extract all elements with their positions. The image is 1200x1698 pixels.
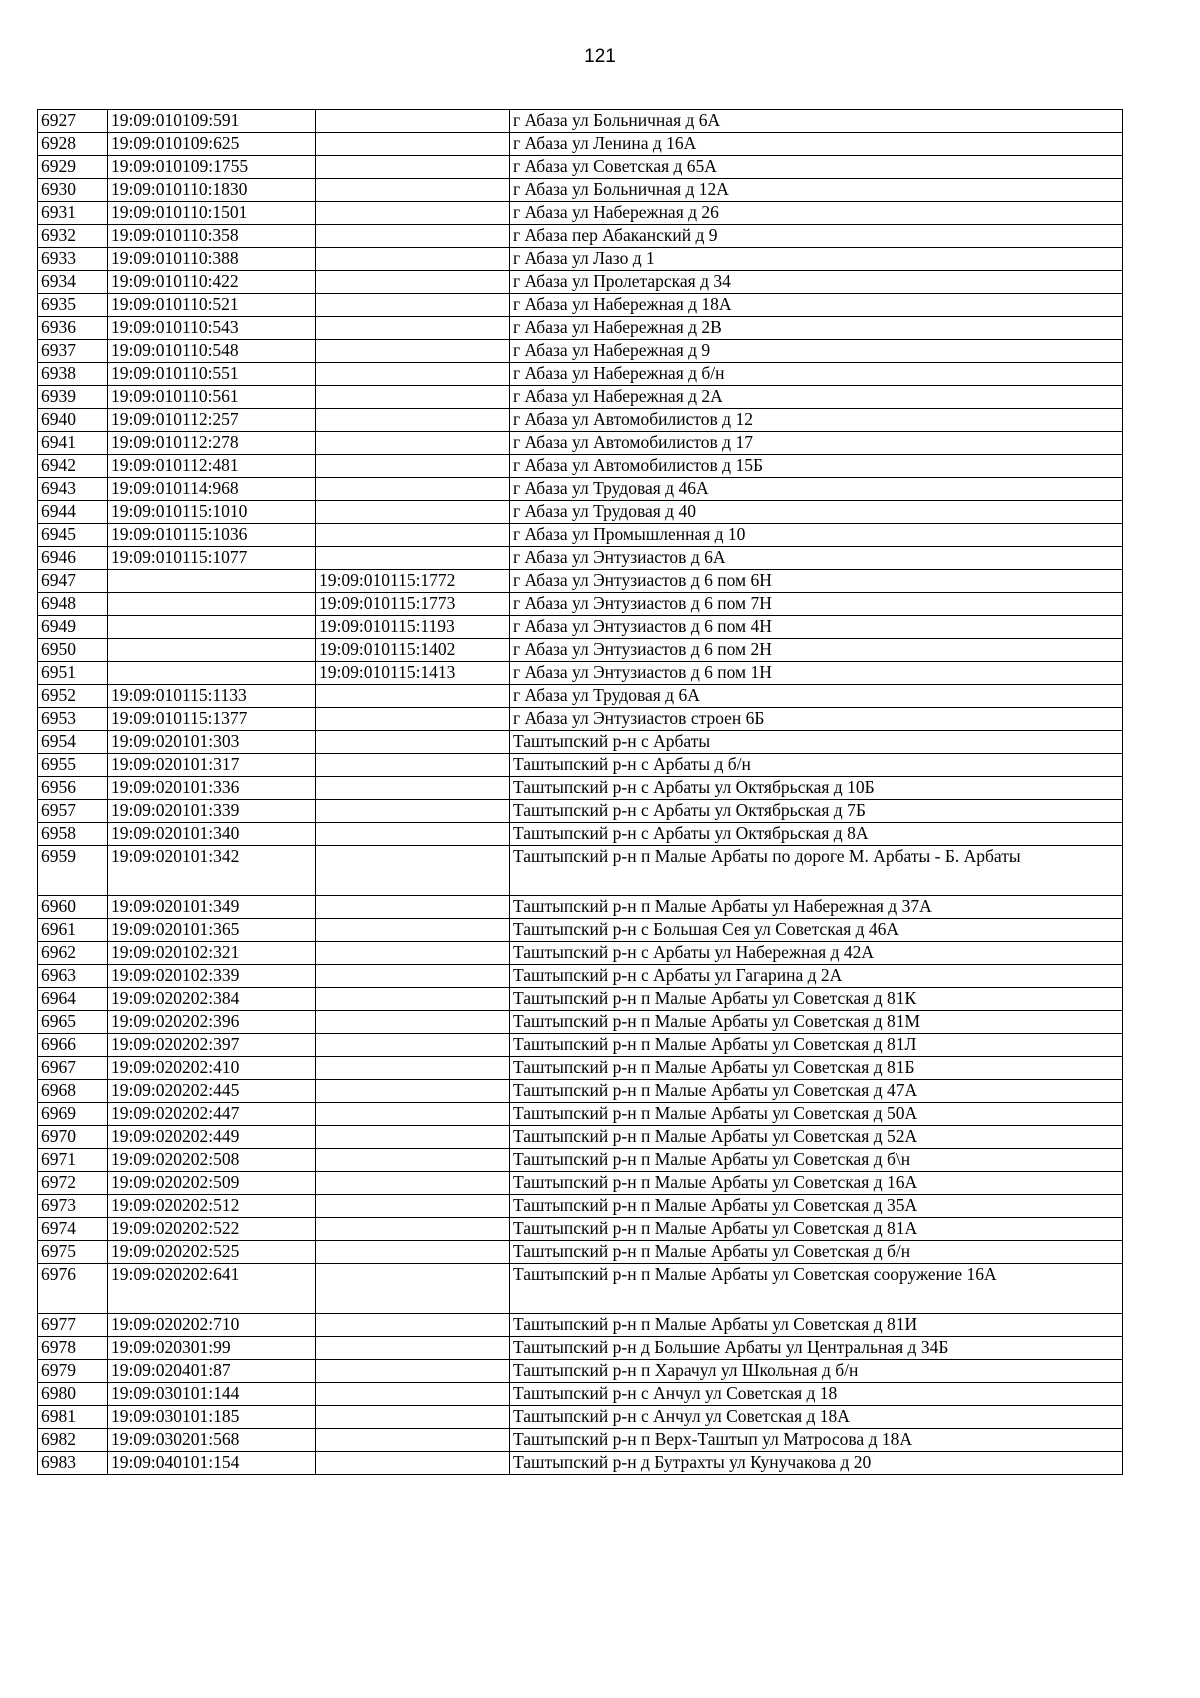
cadastral-number-cell: 19:09:020101:317 bbox=[108, 754, 316, 777]
cadastral-number-cell: 19:09:010115:1036 bbox=[108, 524, 316, 547]
address-cell: Таштыпский р-н п Малые Арбаты ул Советская д 35А bbox=[510, 1195, 1123, 1218]
premises-cadastral-number-cell bbox=[316, 846, 510, 896]
cadastral-number-cell: 19:09:020202:525 bbox=[108, 1241, 316, 1264]
premises-cadastral-number-cell bbox=[316, 179, 510, 202]
table-row bbox=[38, 731, 1123, 754]
table-row bbox=[38, 1383, 1123, 1406]
table-row bbox=[38, 340, 1123, 363]
row-number-cell: 6941 bbox=[38, 432, 108, 455]
premises-cadastral-number-cell bbox=[316, 524, 510, 547]
cadastral-number-cell: 19:09:010110:388 bbox=[108, 248, 316, 271]
row-number-cell: 6967 bbox=[38, 1057, 108, 1080]
premises-cadastral-number-cell: 19:09:010115:1773 bbox=[316, 593, 510, 616]
row-number-cell: 6956 bbox=[38, 777, 108, 800]
address-cell: г Абаза ул Энтузиастов строен 6Б bbox=[510, 708, 1123, 731]
table-row bbox=[38, 133, 1123, 156]
table-row bbox=[38, 1218, 1123, 1241]
premises-cadastral-number-cell bbox=[316, 478, 510, 501]
row-number-cell: 6938 bbox=[38, 363, 108, 386]
cadastral-number-cell: 19:09:010109:625 bbox=[108, 133, 316, 156]
cadastral-number-cell: 19:09:020202:384 bbox=[108, 988, 316, 1011]
cadastral-number-cell bbox=[108, 639, 316, 662]
premises-cadastral-number-cell bbox=[316, 1034, 510, 1057]
address-cell: г Абаза ул Промышленная д 10 bbox=[510, 524, 1123, 547]
row-number-cell: 6976 bbox=[38, 1264, 108, 1314]
table-row bbox=[38, 1172, 1123, 1195]
premises-cadastral-number-cell bbox=[316, 1406, 510, 1429]
address-cell: Таштыпский р-н с Арбаты ул Октябрьская д 7Б bbox=[510, 800, 1123, 823]
premises-cadastral-number-cell bbox=[316, 1195, 510, 1218]
table-row bbox=[38, 110, 1123, 133]
cadastral-number-cell: 19:09:010115:1077 bbox=[108, 547, 316, 570]
address-cell: Таштыпский р-н с Большая Сея ул Советская д 46А bbox=[510, 919, 1123, 942]
premises-cadastral-number-cell bbox=[316, 317, 510, 340]
row-number-cell: 6971 bbox=[38, 1149, 108, 1172]
address-cell: Таштыпский р-н п Малые Арбаты ул Советская д 81И bbox=[510, 1314, 1123, 1337]
address-cell: г Абаза ул Автомобилистов д 17 bbox=[510, 432, 1123, 455]
cadastral-number-cell: 19:09:010115:1010 bbox=[108, 501, 316, 524]
table-row bbox=[38, 1264, 1123, 1314]
row-number-cell: 6970 bbox=[38, 1126, 108, 1149]
table-row bbox=[38, 1195, 1123, 1218]
row-number-cell: 6953 bbox=[38, 708, 108, 731]
premises-cadastral-number-cell bbox=[316, 363, 510, 386]
cadastral-number-cell: 19:09:030101:144 bbox=[108, 1383, 316, 1406]
page-number: 121 bbox=[584, 46, 616, 67]
premises-cadastral-number-cell bbox=[316, 501, 510, 524]
address-cell: Таштыпский р-н с Анчул ул Советская д 18А bbox=[510, 1406, 1123, 1429]
row-number-cell: 6980 bbox=[38, 1383, 108, 1406]
address-cell: Таштыпский р-н п Малые Арбаты ул Советская д 16А bbox=[510, 1172, 1123, 1195]
table-row bbox=[38, 1360, 1123, 1383]
row-number-cell: 6947 bbox=[38, 570, 108, 593]
table-row bbox=[38, 248, 1123, 271]
premises-cadastral-number-cell: 19:09:010115:1772 bbox=[316, 570, 510, 593]
address-cell: г Абаза ул Пролетарская д 34 bbox=[510, 271, 1123, 294]
cadastral-number-cell bbox=[108, 616, 316, 639]
table-row bbox=[38, 1452, 1123, 1475]
cadastral-number-cell: 19:09:020101:342 bbox=[108, 846, 316, 896]
row-number-cell: 6943 bbox=[38, 478, 108, 501]
premises-cadastral-number-cell bbox=[316, 942, 510, 965]
row-number-cell: 6978 bbox=[38, 1337, 108, 1360]
row-number-cell: 6954 bbox=[38, 731, 108, 754]
row-number-cell: 6928 bbox=[38, 133, 108, 156]
row-number-cell: 6927 bbox=[38, 110, 108, 133]
address-cell: г Абаза ул Набережная д 26 bbox=[510, 202, 1123, 225]
premises-cadastral-number-cell bbox=[316, 547, 510, 570]
address-cell: г Абаза ул Энтузиастов д 6 пом 6Н bbox=[510, 570, 1123, 593]
cadastral-number-cell: 19:09:030201:568 bbox=[108, 1429, 316, 1452]
registry-table bbox=[37, 109, 1123, 1475]
address-cell: Таштыпский р-н п Малые Арбаты по дороге М. Арбаты - Б. Арбаты bbox=[510, 846, 1123, 896]
cadastral-number-cell: 19:09:020101:336 bbox=[108, 777, 316, 800]
cadastral-number-cell: 19:09:020101:349 bbox=[108, 896, 316, 919]
table-row bbox=[38, 1314, 1123, 1337]
premises-cadastral-number-cell: 19:09:010115:1402 bbox=[316, 639, 510, 662]
row-number-cell: 6950 bbox=[38, 639, 108, 662]
table-row bbox=[38, 988, 1123, 1011]
address-cell: Таштыпский р-н с Арбаты ул Набережная д 42А bbox=[510, 942, 1123, 965]
row-number-cell: 6977 bbox=[38, 1314, 108, 1337]
row-number-cell: 6979 bbox=[38, 1360, 108, 1383]
row-number-cell: 6940 bbox=[38, 409, 108, 432]
premises-cadastral-number-cell bbox=[316, 1126, 510, 1149]
cadastral-number-cell: 19:09:020202:508 bbox=[108, 1149, 316, 1172]
premises-cadastral-number-cell bbox=[316, 294, 510, 317]
cadastral-number-cell: 19:09:010112:278 bbox=[108, 432, 316, 455]
cadastral-number-cell: 19:09:010110:521 bbox=[108, 294, 316, 317]
address-cell: Таштыпский р-н с Арбаты bbox=[510, 731, 1123, 754]
table-row bbox=[38, 846, 1123, 896]
table-row bbox=[38, 570, 1123, 593]
table-row bbox=[38, 708, 1123, 731]
premises-cadastral-number-cell bbox=[316, 409, 510, 432]
table-row bbox=[38, 1011, 1123, 1034]
premises-cadastral-number-cell bbox=[316, 455, 510, 478]
cadastral-number-cell bbox=[108, 662, 316, 685]
row-number-cell: 6963 bbox=[38, 965, 108, 988]
premises-cadastral-number-cell bbox=[316, 777, 510, 800]
premises-cadastral-number-cell bbox=[316, 1337, 510, 1360]
cadastral-number-cell: 19:09:010110:548 bbox=[108, 340, 316, 363]
row-number-cell: 6966 bbox=[38, 1034, 108, 1057]
row-number-cell: 6942 bbox=[38, 455, 108, 478]
row-number-cell: 6955 bbox=[38, 754, 108, 777]
address-cell: Таштыпский р-н с Анчул ул Советская д 18 bbox=[510, 1383, 1123, 1406]
address-cell: Таштыпский р-н п Малые Арбаты ул Советская д 81М bbox=[510, 1011, 1123, 1034]
row-number-cell: 6930 bbox=[38, 179, 108, 202]
row-number-cell: 6972 bbox=[38, 1172, 108, 1195]
premises-cadastral-number-cell bbox=[316, 800, 510, 823]
table-row bbox=[38, 593, 1123, 616]
table-row bbox=[38, 754, 1123, 777]
premises-cadastral-number-cell bbox=[316, 1057, 510, 1080]
address-cell: г Абаза пер Абаканский д 9 bbox=[510, 225, 1123, 248]
table-row bbox=[38, 919, 1123, 942]
premises-cadastral-number-cell bbox=[316, 225, 510, 248]
address-cell: Таштыпский р-н д Большие Арбаты ул Центральная д 34Б bbox=[510, 1337, 1123, 1360]
cadastral-number-cell: 19:09:020202:397 bbox=[108, 1034, 316, 1057]
table-row bbox=[38, 1406, 1123, 1429]
premises-cadastral-number-cell bbox=[316, 1218, 510, 1241]
premises-cadastral-number-cell bbox=[316, 1429, 510, 1452]
premises-cadastral-number-cell bbox=[316, 248, 510, 271]
row-number-cell: 6968 bbox=[38, 1080, 108, 1103]
premises-cadastral-number-cell bbox=[316, 202, 510, 225]
table-row bbox=[38, 271, 1123, 294]
premises-cadastral-number-cell: 19:09:010115:1193 bbox=[316, 616, 510, 639]
address-cell: г Абаза ул Больничная д 6А bbox=[510, 110, 1123, 133]
row-number-cell: 6973 bbox=[38, 1195, 108, 1218]
premises-cadastral-number-cell bbox=[316, 685, 510, 708]
address-cell: Таштыпский р-н п Верх-Таштып ул Матросова д 18А bbox=[510, 1429, 1123, 1452]
cadastral-number-cell: 19:09:020202:512 bbox=[108, 1195, 316, 1218]
address-cell: Таштыпский р-н п Малые Арбаты ул Набережная д 37А bbox=[510, 896, 1123, 919]
premises-cadastral-number-cell bbox=[316, 1103, 510, 1126]
premises-cadastral-number-cell bbox=[316, 1172, 510, 1195]
cadastral-number-cell: 19:09:030101:185 bbox=[108, 1406, 316, 1429]
address-cell: г Абаза ул Ленина д 16А bbox=[510, 133, 1123, 156]
premises-cadastral-number-cell bbox=[316, 965, 510, 988]
premises-cadastral-number-cell bbox=[316, 1264, 510, 1314]
address-cell: г Абаза ул Набережная д 2А bbox=[510, 386, 1123, 409]
cadastral-number-cell: 19:09:020101:303 bbox=[108, 731, 316, 754]
table-row bbox=[38, 409, 1123, 432]
cadastral-number-cell: 19:09:010110:543 bbox=[108, 317, 316, 340]
row-number-cell: 6948 bbox=[38, 593, 108, 616]
cadastral-number-cell: 19:09:010115:1377 bbox=[108, 708, 316, 731]
row-number-cell: 6944 bbox=[38, 501, 108, 524]
address-cell: г Абаза ул Набережная д 9 bbox=[510, 340, 1123, 363]
premises-cadastral-number-cell bbox=[316, 1080, 510, 1103]
row-number-cell: 6969 bbox=[38, 1103, 108, 1126]
cadastral-number-cell: 19:09:010110:358 bbox=[108, 225, 316, 248]
address-cell: Таштыпский р-н с Арбаты ул Гагарина д 2А bbox=[510, 965, 1123, 988]
address-cell: г Абаза ул Набережная д 18А bbox=[510, 294, 1123, 317]
row-number-cell: 6933 bbox=[38, 248, 108, 271]
table-row bbox=[38, 156, 1123, 179]
address-cell: г Абаза ул Трудовая д 40 bbox=[510, 501, 1123, 524]
row-number-cell: 6965 bbox=[38, 1011, 108, 1034]
row-number-cell: 6929 bbox=[38, 156, 108, 179]
cadastral-number-cell: 19:09:020202:522 bbox=[108, 1218, 316, 1241]
row-number-cell: 6945 bbox=[38, 524, 108, 547]
table-row bbox=[38, 432, 1123, 455]
row-number-cell: 6931 bbox=[38, 202, 108, 225]
cadastral-number-cell: 19:09:020101:340 bbox=[108, 823, 316, 846]
premises-cadastral-number-cell bbox=[316, 823, 510, 846]
address-cell: г Абаза ул Энтузиастов д 6А bbox=[510, 547, 1123, 570]
row-number-cell: 6951 bbox=[38, 662, 108, 685]
premises-cadastral-number-cell bbox=[316, 896, 510, 919]
address-cell: г Абаза ул Энтузиастов д 6 пом 7Н bbox=[510, 593, 1123, 616]
cadastral-number-cell: 19:09:010112:481 bbox=[108, 455, 316, 478]
premises-cadastral-number-cell bbox=[316, 1360, 510, 1383]
address-cell: г Абаза ул Автомобилистов д 15Б bbox=[510, 455, 1123, 478]
cadastral-number-cell: 19:09:020202:509 bbox=[108, 1172, 316, 1195]
table-row bbox=[38, 225, 1123, 248]
address-cell: Таштыпский р-н п Малые Арбаты ул Советская д 52А bbox=[510, 1126, 1123, 1149]
address-cell: г Абаза ул Энтузиастов д 6 пом 1Н bbox=[510, 662, 1123, 685]
premises-cadastral-number-cell bbox=[316, 1149, 510, 1172]
address-cell: г Абаза ул Трудовая д 6А bbox=[510, 685, 1123, 708]
premises-cadastral-number-cell bbox=[316, 731, 510, 754]
row-number-cell: 6935 bbox=[38, 294, 108, 317]
cadastral-number-cell: 19:09:020202:447 bbox=[108, 1103, 316, 1126]
address-cell: г Абаза ул Набережная д б/н bbox=[510, 363, 1123, 386]
address-cell: Таштыпский р-н п Малые Арбаты ул Советская д б\н bbox=[510, 1149, 1123, 1172]
row-number-cell: 6952 bbox=[38, 685, 108, 708]
address-cell: г Абаза ул Энтузиастов д 6 пом 4Н bbox=[510, 616, 1123, 639]
table-row bbox=[38, 179, 1123, 202]
premises-cadastral-number-cell bbox=[316, 988, 510, 1011]
row-number-cell: 6960 bbox=[38, 896, 108, 919]
table-row bbox=[38, 501, 1123, 524]
address-cell: Таштыпский р-н с Арбаты д б/н bbox=[510, 754, 1123, 777]
table-row bbox=[38, 202, 1123, 225]
premises-cadastral-number-cell bbox=[316, 754, 510, 777]
cadastral-number-cell: 19:09:020202:445 bbox=[108, 1080, 316, 1103]
cadastral-number-cell: 19:09:020102:321 bbox=[108, 942, 316, 965]
address-cell: Таштыпский р-н с Арбаты ул Октябрьская д 10Б bbox=[510, 777, 1123, 800]
registry-table-body bbox=[38, 110, 1123, 1475]
premises-cadastral-number-cell bbox=[316, 1011, 510, 1034]
premises-cadastral-number-cell bbox=[316, 1241, 510, 1264]
cadastral-number-cell: 19:09:020202:410 bbox=[108, 1057, 316, 1080]
row-number-cell: 6959 bbox=[38, 846, 108, 896]
row-number-cell: 6982 bbox=[38, 1429, 108, 1452]
table-row bbox=[38, 965, 1123, 988]
table-row bbox=[38, 317, 1123, 340]
table-row bbox=[38, 1080, 1123, 1103]
table-row bbox=[38, 662, 1123, 685]
address-cell: г Абаза ул Больничная д 12А bbox=[510, 179, 1123, 202]
address-cell: Таштыпский р-н п Малые Арбаты ул Советская д 47А bbox=[510, 1080, 1123, 1103]
premises-cadastral-number-cell bbox=[316, 271, 510, 294]
cadastral-number-cell: 19:09:020202:641 bbox=[108, 1264, 316, 1314]
table-row bbox=[38, 455, 1123, 478]
cadastral-number-cell: 19:09:020102:339 bbox=[108, 965, 316, 988]
row-number-cell: 6974 bbox=[38, 1218, 108, 1241]
address-cell: г Абаза ул Советская д 65А bbox=[510, 156, 1123, 179]
row-number-cell: 6932 bbox=[38, 225, 108, 248]
cadastral-number-cell: 19:09:020101:365 bbox=[108, 919, 316, 942]
address-cell: г Абаза ул Лазо д 1 bbox=[510, 248, 1123, 271]
address-cell: Таштыпский р-н п Малые Арбаты ул Советская д 81Б bbox=[510, 1057, 1123, 1080]
row-number-cell: 6934 bbox=[38, 271, 108, 294]
row-number-cell: 6958 bbox=[38, 823, 108, 846]
premises-cadastral-number-cell bbox=[316, 708, 510, 731]
row-number-cell: 6957 bbox=[38, 800, 108, 823]
table-row bbox=[38, 363, 1123, 386]
table-row bbox=[38, 1103, 1123, 1126]
row-number-cell: 6961 bbox=[38, 919, 108, 942]
premises-cadastral-number-cell bbox=[316, 110, 510, 133]
row-number-cell: 6981 bbox=[38, 1406, 108, 1429]
premises-cadastral-number-cell bbox=[316, 1314, 510, 1337]
address-cell: Таштыпский р-н п Малые Арбаты ул Советская д 50А bbox=[510, 1103, 1123, 1126]
row-number-cell: 6936 bbox=[38, 317, 108, 340]
row-number-cell: 6937 bbox=[38, 340, 108, 363]
table-row bbox=[38, 478, 1123, 501]
address-cell: Таштыпский р-н п Малые Арбаты ул Советская д 81Л bbox=[510, 1034, 1123, 1057]
address-cell: Таштыпский р-н п Малые Арбаты ул Советская д 81А bbox=[510, 1218, 1123, 1241]
table-row bbox=[38, 800, 1123, 823]
cadastral-number-cell: 19:09:010110:551 bbox=[108, 363, 316, 386]
cadastral-number-cell: 19:09:010110:561 bbox=[108, 386, 316, 409]
cadastral-number-cell: 19:09:020101:339 bbox=[108, 800, 316, 823]
table-row bbox=[38, 1057, 1123, 1080]
table-row bbox=[38, 639, 1123, 662]
premises-cadastral-number-cell bbox=[316, 340, 510, 363]
row-number-cell: 6975 bbox=[38, 1241, 108, 1264]
address-cell: Таштыпский р-н п Малые Арбаты ул Советская д б/н bbox=[510, 1241, 1123, 1264]
cadastral-number-cell: 19:09:010110:1830 bbox=[108, 179, 316, 202]
cadastral-number-cell: 19:09:040101:154 bbox=[108, 1452, 316, 1475]
premises-cadastral-number-cell bbox=[316, 386, 510, 409]
address-cell: Таштыпский р-н с Арбаты ул Октябрьская д 8А bbox=[510, 823, 1123, 846]
row-number-cell: 6962 bbox=[38, 942, 108, 965]
premises-cadastral-number-cell bbox=[316, 1452, 510, 1475]
table-row bbox=[38, 616, 1123, 639]
address-cell: г Абаза ул Автомобилистов д 12 bbox=[510, 409, 1123, 432]
row-number-cell: 6939 bbox=[38, 386, 108, 409]
table-row bbox=[38, 1149, 1123, 1172]
table-row bbox=[38, 1241, 1123, 1264]
premises-cadastral-number-cell bbox=[316, 156, 510, 179]
cadastral-number-cell: 19:09:010109:591 bbox=[108, 110, 316, 133]
address-cell: Таштыпский р-н п Харачул ул Школьная д б/н bbox=[510, 1360, 1123, 1383]
cadastral-number-cell: 19:09:020401:87 bbox=[108, 1360, 316, 1383]
table-row bbox=[38, 896, 1123, 919]
table-row bbox=[38, 1429, 1123, 1452]
address-cell: Таштыпский р-н п Малые Арбаты ул Советская сооружение 16А bbox=[510, 1264, 1123, 1314]
table-row bbox=[38, 777, 1123, 800]
address-cell: г Абаза ул Набережная д 2В bbox=[510, 317, 1123, 340]
address-cell: г Абаза ул Трудовая д 46А bbox=[510, 478, 1123, 501]
cadastral-number-cell: 19:09:010115:1133 bbox=[108, 685, 316, 708]
cadastral-number-cell bbox=[108, 570, 316, 593]
table-row bbox=[38, 1126, 1123, 1149]
table-row bbox=[38, 386, 1123, 409]
table-row bbox=[38, 942, 1123, 965]
cadastral-number-cell: 19:09:020202:396 bbox=[108, 1011, 316, 1034]
premises-cadastral-number-cell bbox=[316, 919, 510, 942]
address-cell: г Абаза ул Энтузиастов д 6 пом 2Н bbox=[510, 639, 1123, 662]
row-number-cell: 6983 bbox=[38, 1452, 108, 1475]
table-row bbox=[38, 685, 1123, 708]
table-row bbox=[38, 1337, 1123, 1360]
table-row bbox=[38, 524, 1123, 547]
premises-cadastral-number-cell bbox=[316, 1383, 510, 1406]
table-row bbox=[38, 547, 1123, 570]
cadastral-number-cell: 19:09:010112:257 bbox=[108, 409, 316, 432]
cadastral-number-cell: 19:09:020301:99 bbox=[108, 1337, 316, 1360]
table-row bbox=[38, 1034, 1123, 1057]
cadastral-number-cell: 19:09:020202:449 bbox=[108, 1126, 316, 1149]
cadastral-number-cell: 19:09:010110:422 bbox=[108, 271, 316, 294]
address-cell: Таштыпский р-н п Малые Арбаты ул Советская д 81К bbox=[510, 988, 1123, 1011]
premises-cadastral-number-cell: 19:09:010115:1413 bbox=[316, 662, 510, 685]
premises-cadastral-number-cell bbox=[316, 133, 510, 156]
row-number-cell: 6946 bbox=[38, 547, 108, 570]
table-row bbox=[38, 294, 1123, 317]
table-row bbox=[38, 823, 1123, 846]
row-number-cell: 6964 bbox=[38, 988, 108, 1011]
address-cell: Таштыпский р-н д Бутрахты ул Кунучакова д 20 bbox=[510, 1452, 1123, 1475]
premises-cadastral-number-cell bbox=[316, 432, 510, 455]
row-number-cell: 6949 bbox=[38, 616, 108, 639]
cadastral-number-cell: 19:09:010110:1501 bbox=[108, 202, 316, 225]
cadastral-number-cell bbox=[108, 593, 316, 616]
cadastral-number-cell: 19:09:020202:710 bbox=[108, 1314, 316, 1337]
cadastral-number-cell: 19:09:010109:1755 bbox=[108, 156, 316, 179]
cadastral-number-cell: 19:09:010114:968 bbox=[108, 478, 316, 501]
